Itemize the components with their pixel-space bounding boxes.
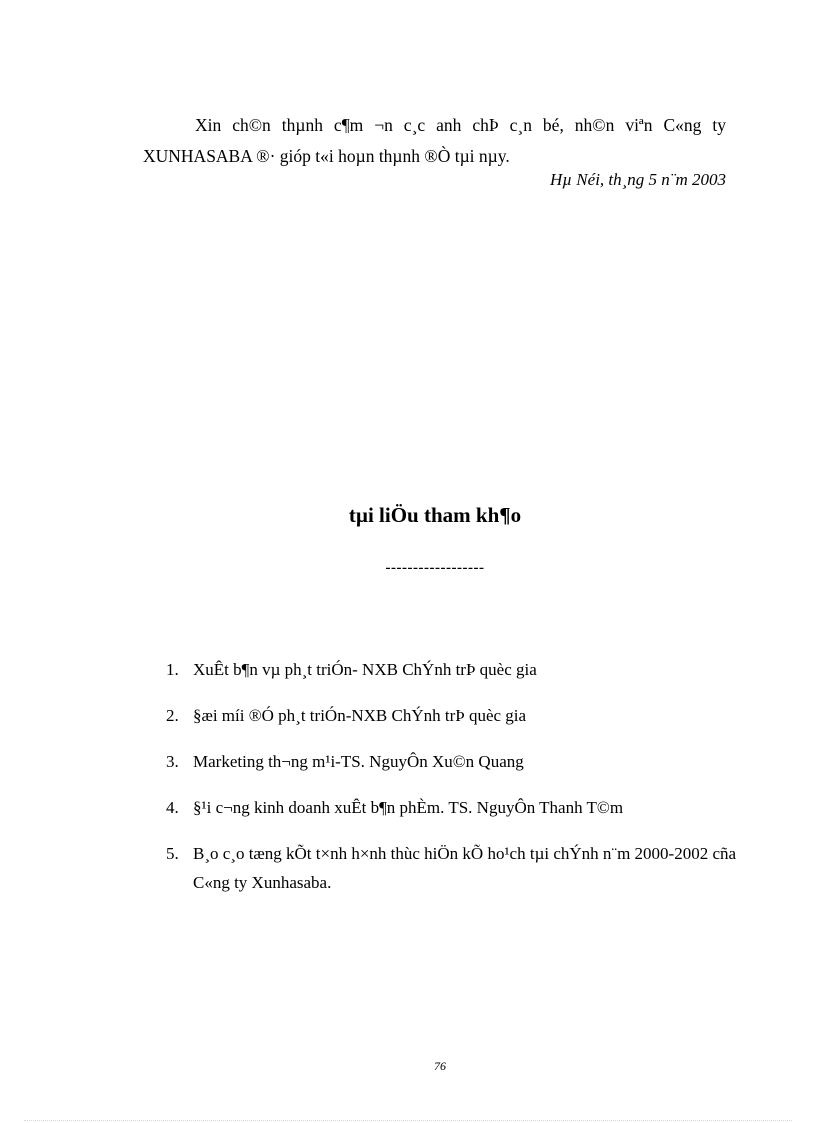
reference-item-5 [166,839,746,897]
page-number: 76 [434,1059,446,1073]
reference-item-2 [166,701,746,730]
references-list [166,655,746,914]
reference-item-4 [166,793,746,822]
reference-number: 1. [166,660,179,679]
acknowledgement-paragraph: Xin ch©n thµnh c¶m ¬n c¸c anh chÞ c¸n bé, nh©n viªn C«ng ty XUNHASABA ®· gióp t«i hoµn thµnh ®Ò tµi nµy. [143,114,726,166]
reference-item-1 [166,655,746,684]
reference-text: B¸o c¸o tæng kÕt t×nh h×nh thùc hiÖn kÕ ho¹ch tµi chÝnh n¨m 2000-2002 cña C«ng ty Xunhasaba. [193,844,737,892]
reference-number: 4. [166,798,179,817]
page-bottom-divider [24,1120,792,1121]
references-heading: tµi liÖu tham kh¶o [348,503,522,527]
reference-text: Marketing th¬ng m¹i-TS. NguyÔn Xu©n Quang [193,752,524,771]
reference-text: XuÊt b¶n vµ ph¸t triÓn- NXB ChÝnh trÞ quèc gia [193,660,537,679]
heading-dash-divider: ------------------ [385,560,485,576]
reference-text: §¹i c¬ng kinh doanh xuÊt b¶n phÈm. TS. NguyÔn Thanh T©m [193,798,624,817]
reference-number: 3. [166,752,179,771]
reference-number: 5. [166,844,179,863]
reference-item-3 [166,747,746,776]
reference-number: 2. [166,706,179,725]
reference-text: §æi míi ®Ó ph¸t triÓn-NXB ChÝnh trÞ quèc gia [193,706,527,725]
place-date: Hµ Néi, th¸ng 5 n¨m 2003 [549,170,726,189]
